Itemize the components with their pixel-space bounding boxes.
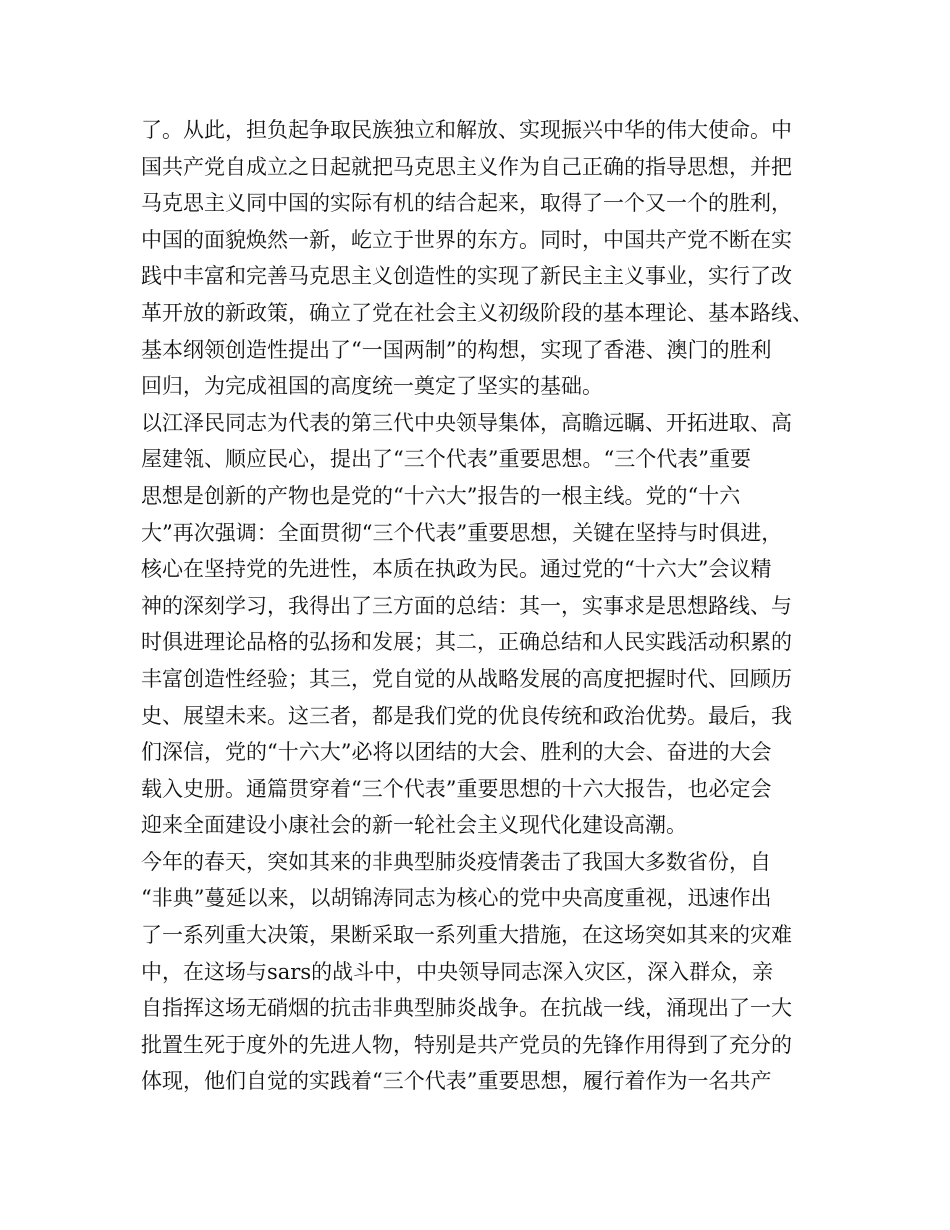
text-line: 屋建瓴、顺应民心，提出了“三个代表”重要思想。“三个代表”重要	[141, 447, 751, 472]
text-line: 核心在坚持党的先进性，本质在执政为民。通过党的“十六大”会议精	[141, 557, 772, 582]
text-line: 了一系列重大决策，果断采取一系列重大措施，在这场突如其来的灾难	[141, 923, 792, 948]
text-line: 批置生死于度外的先进人物，特别是共产党员的先锋作用得到了充分的	[141, 1032, 792, 1057]
text-line: 国共产党自成立之日起就把马克思主义作为自己正确的指导思想，并把	[141, 154, 792, 179]
text-line: 们深信，党的“十六大”必将以团结的大会、胜利的大会、奋进的大会	[141, 740, 772, 765]
text-line: 史、展望未来。这三者，都是我们党的优良传统和政治优势。最后，我	[141, 703, 792, 728]
text-line: 基本纲领创造性提出了“一国两制”的构想，实现了香港、澳门的胜利	[141, 337, 772, 362]
text-line: 革开放的新政策，确立了党在社会主义初级阶段的基本理论、基本路线、	[141, 300, 813, 325]
text-line: “非典”蔓延以来，以胡锦涛同志为核心的党中央高度重视，迅速作出	[141, 886, 772, 911]
text-line: 迎来全面建设小康社会的新一轮社会主义现代化建设高潮。	[141, 813, 687, 838]
text-line: 体现，他们自觉的实践着“三个代表”重要思想，履行着作为一名共产	[141, 1069, 772, 1094]
text-line: 载入史册。通篇贯穿着“三个代表”重要思想的十六大报告，也必定会	[141, 776, 772, 801]
text-line: 中国的面貌焕然一新，屹立于世界的东方。同时，中国共产党不断在实	[141, 227, 792, 252]
text-line: 中，在这场与sars的战斗中，中央领导同志深入灾区，深入群众，亲	[141, 959, 774, 984]
text-line: 以江泽民同志为代表的第三代中央领导集体，高瞻远瞩、开拓进取、高	[141, 410, 792, 435]
text-line: 时俱进理论品格的弘扬和发展；其二，正确总结和人民实践活动积累的	[141, 630, 792, 655]
text-line: 今年的春天，突如其来的非典型肺炎疫情袭击了我国大多数省份，自	[141, 849, 771, 874]
text-line: 大”再次强调：全面贯彻“三个代表”重要思想，关键在坚持与时俱进，	[141, 520, 783, 545]
body-text	[141, 112, 831, 1100]
text-line: 回归，为完成祖国的高度统一奠定了坚实的基础。	[141, 374, 603, 399]
text-line: 践中丰富和完善马克思主义创造性的实现了新民主主义事业，实行了改	[141, 264, 792, 289]
text-line: 马克思主义同中国的实际有机的结合起来，取得了一个又一个的胜利，	[141, 191, 792, 216]
text-line: 思想是创新的产物也是党的“十六大”报告的一根主线。党的“十六	[141, 483, 741, 508]
text-line: 了。从此，担负起争取民族独立和解放、实现振兴中华的伟大使命。中	[141, 118, 792, 142]
text-line: 神的深刻学习，我得出了三方面的总结：其一，实事求是思想路线、与	[141, 593, 792, 618]
text-line: 丰富创造性经验；其三，党自觉的从战略发展的高度把握时代、回顾历	[141, 666, 792, 691]
text-line: 自指挥这场无硝烟的抗击非典型肺炎战争。在抗战一线，涌现出了一大	[141, 996, 792, 1021]
